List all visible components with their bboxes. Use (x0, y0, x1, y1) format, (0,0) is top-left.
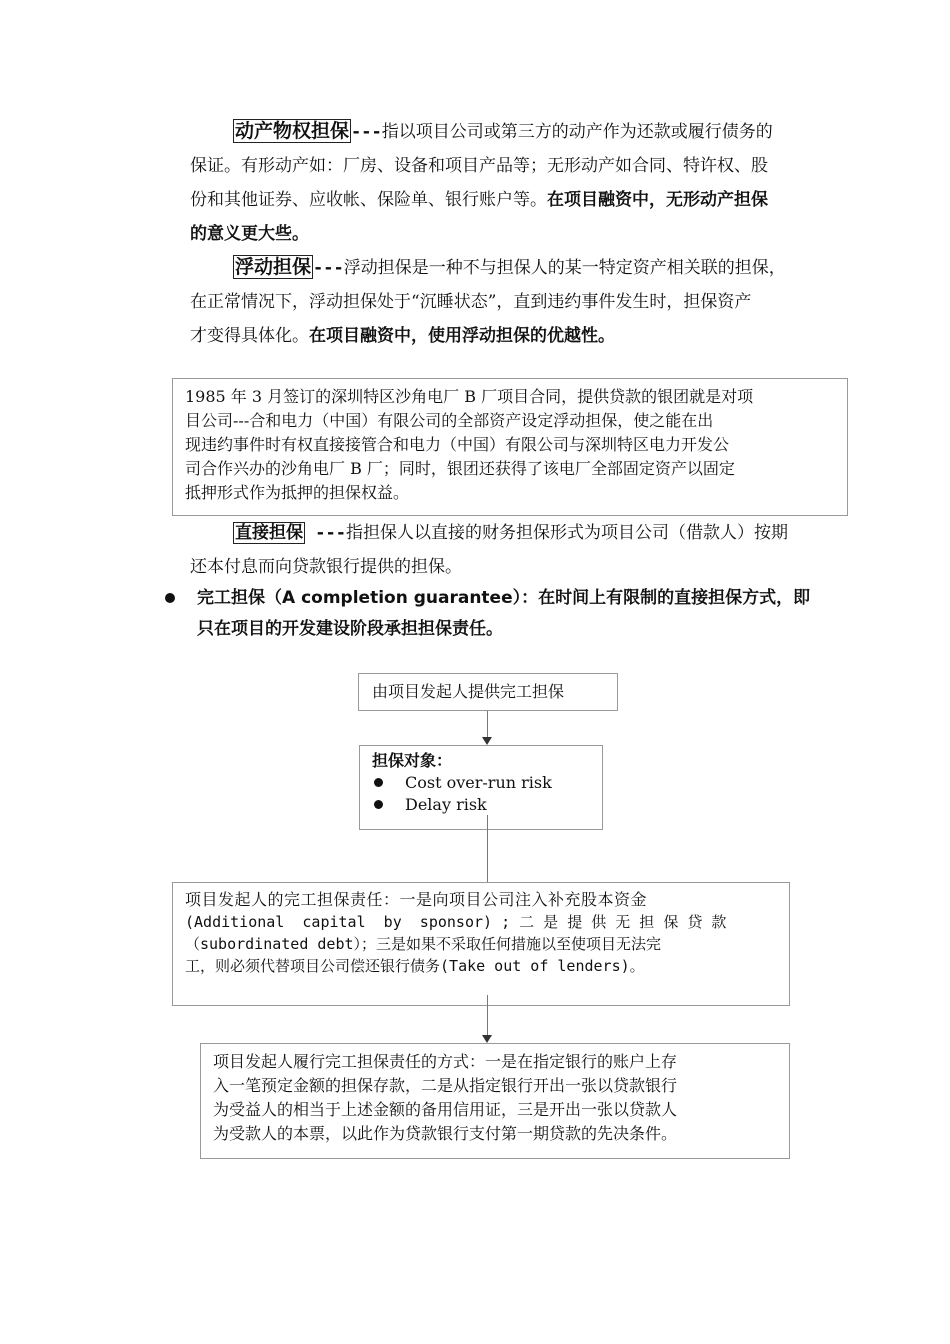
paragraph-text: 指担保人以直接的财务担保形式为项目公司（借款人）按期 (345, 523, 788, 543)
paragraph-text: 份和其他证券、应收帐、保险单、银行账户等。 (190, 190, 547, 210)
example-line: 现违约事件时有权直接接管合和电力（中国）有限公司与深圳特区电力开发公 (185, 435, 730, 454)
term-direct-guarantee: 直接担保 (235, 523, 303, 543)
flow-box-line: 入一笔预定金额的担保存款，二是从指定银行开出一张以贷款银行 (213, 1076, 678, 1095)
example-line: 1985 年 3 月签订的深圳特区沙角电厂 B 厂项目合同，提供贷款的银团就是对项 (185, 387, 754, 406)
risk-item: Cost over-run risk (405, 773, 552, 792)
bullet-icon (165, 593, 175, 603)
section-floating-charge (190, 250, 870, 353)
paragraph-text: 浮动担保是一种不与担保人的某一特定资产相关联的担保， (343, 258, 786, 278)
paragraph-text: 才变得具体化。 (190, 326, 309, 346)
flow-box-title: 担保对象： (372, 751, 453, 770)
flow-box-sponsor-provides-guarantee (358, 673, 618, 711)
arrow-down-icon (482, 1035, 492, 1043)
flow-box-line: 为受益人的相当于上述金额的备用信用证，三是开出一张以贷款人 (213, 1100, 678, 1119)
paragraph-text: 还本付息而向贷款银行提供的担保。 (190, 557, 462, 577)
example-line: 抵押形式作为抵押的担保权益。 (185, 483, 410, 502)
term-dash: --- (351, 122, 382, 142)
term-floating-charge: 浮动担保 (235, 256, 312, 278)
bullet-completion-guarantee (197, 583, 857, 645)
paragraph-text: 保证。有形动产如：厂房、设备和项目产品等；无形动产如合同、特许权、股 (190, 156, 768, 176)
flow-box-line: 为受款人的本票，以此作为贷款银行支付第一期贷款的先决条件。 (213, 1124, 678, 1143)
example-line: 司合作兴办的沙角电厂 B 厂；同时，银团还获得了该电厂全部固定资产以固定 (185, 459, 735, 478)
paragraph-bold-text: 在项目融资中，无形动产担保 (547, 190, 768, 210)
flow-box-text: 由项目发起人提供完工担保 (372, 682, 565, 701)
paragraph-text: 在正常情况下，浮动担保处于“沉睡状态”，直到违约事件发生时，担保资产 (190, 292, 752, 312)
arrow-down-icon (482, 737, 492, 745)
paragraph-bold-text: 在项目融资中，使用浮动担保的优越性。 (309, 326, 615, 346)
section-direct-guarantee (190, 516, 860, 584)
term-dash: --- (305, 523, 346, 543)
risk-item: Delay risk (405, 795, 487, 814)
flow-box-sponsor-responsibilities (172, 882, 790, 1006)
bullet-text: 完工担保（A completion guarantee）：在时间上有限制的直接担保方式，即 (197, 588, 811, 608)
flow-connector (487, 995, 488, 1037)
flow-connector (487, 815, 488, 882)
flow-box-line: 工，则必须代替项目公司偿还银行债务(Take out of lenders)。 (185, 957, 645, 975)
bullet-icon (374, 778, 383, 787)
flow-box-line: （subordinated debt）；三是如果不采取任何措施以至使项目无法完 (185, 935, 662, 953)
section-movable-property-security (190, 114, 860, 251)
flow-box-guarantee-targets (359, 745, 603, 830)
paragraph-bold-text: 的意义更大些。 (190, 224, 309, 244)
bullet-icon (374, 800, 383, 809)
flow-connector (487, 711, 488, 739)
paragraph-text: 指以项目公司或第三方的动产作为还款或履行债务的 (381, 122, 773, 142)
example-line: 目公司---合和电力（中国）有限公司的全部资产设定浮动担保，使之能在出 (185, 411, 714, 430)
term-dash: --- (313, 258, 344, 278)
term-movable-property-security: 动产物权担保 (235, 120, 350, 142)
flow-box-line: (Additional capital by sponsor) ; 二 是 提 供 无 担 保 贷 款 (185, 913, 727, 931)
flow-box-line: 项目发起人的完工担保责任：一是向项目公司注入补充股本资金 (185, 890, 648, 909)
bullet-text: 只在项目的开发建设阶段承担担保责任。 (197, 619, 503, 639)
example-case-box (172, 378, 848, 516)
flow-box-fulfillment-methods (200, 1043, 790, 1159)
flow-box-line: 项目发起人履行完工担保责任的方式：一是在指定银行的账户上存 (213, 1052, 678, 1071)
